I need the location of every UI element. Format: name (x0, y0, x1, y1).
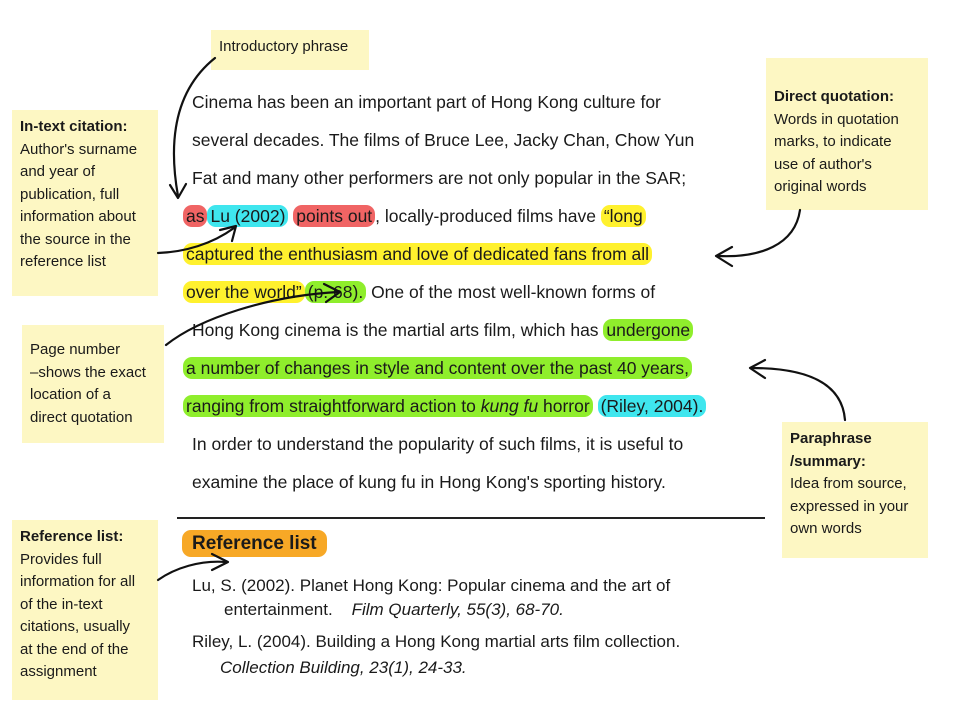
note-reflist-line: Provides full (20, 550, 102, 568)
arrow-paraphrase (752, 368, 845, 420)
note-page-line: –shows the exact (30, 363, 146, 381)
paraphrase-italic: kung fu (480, 396, 539, 416)
note-paraphrase-line: own words (790, 520, 862, 537)
passage-text: One of the most well-known forms of (366, 282, 656, 302)
note-direct-line: use of author's (774, 155, 872, 173)
arrow-page-number (166, 292, 338, 345)
paraphrase-text: ranging from straightforward action to (186, 396, 481, 416)
direct-quotation-highlight: captured the enthusiasm and love of dedicated fans from all (183, 243, 652, 265)
introductory-phrase-highlight: as (183, 205, 207, 227)
arrow-direct-quotation (718, 210, 800, 256)
note-intext-title: In-text citation: (20, 118, 128, 135)
note-intext-line: the source in the (20, 230, 131, 248)
note-reflist-title: Reference list: (20, 528, 124, 545)
note-reflist-line: information for all (20, 573, 136, 590)
passage-line: Cinema has been an important part of Hong Kong culture for (192, 92, 661, 112)
direct-quotation-highlight: “long (601, 205, 646, 227)
passage-line: In order to understand the popularity of such films, it is useful to (192, 434, 684, 454)
passage-line: several decades. The films of Bruce Lee, Jacky Chan, Chow Yun (192, 130, 695, 150)
reference-entry-source: Film Quarterly, 55(3), 68-70. (351, 600, 564, 619)
note-page-line: location of a (30, 386, 111, 403)
note-intext-line: publication, full (20, 185, 120, 203)
passage-text: Hong Kong cinema is the martial arts film, which has (192, 320, 604, 340)
note-direct-line: Words in quotation (774, 110, 899, 128)
note-paraphrase-title: Paraphrase (790, 430, 872, 447)
note-reflist-line: at the end of the (20, 640, 129, 658)
passage-text: , locally-produced films have (375, 206, 601, 226)
arrow-intro (174, 58, 215, 196)
note-intro-text: Introductory phrase (219, 38, 349, 55)
note-direct-line: original words (774, 178, 867, 195)
note-direct-line: marks, to indicate (774, 133, 892, 150)
passage-line: examine the place of kung fu in Hong Kong's sporting history. (192, 472, 666, 492)
reference-entry-source: Collection Building, 23(1), 24-33. (220, 658, 467, 677)
direct-quotation-highlight: over the world” (183, 281, 305, 303)
note-intext-line: reference list (20, 253, 106, 270)
in-text-citation-highlight: (Riley, 2004). (598, 395, 707, 417)
paraphrase-highlight: a number of changes in style and content over the past 40 years, (183, 357, 692, 379)
paraphrase-highlight: undergone (603, 319, 693, 341)
reference-entry-line: Lu, S. (2002). Planet Hong Kong: Popular cinema and the art of (192, 576, 671, 595)
note-page-line: Page number (30, 341, 121, 358)
reference-list-heading-text: Reference list (182, 530, 327, 557)
note-intext-line: information about (20, 208, 136, 225)
arrow-in-text-citation (158, 228, 234, 253)
page-number-highlight: (p. 68). (305, 281, 366, 303)
in-text-citation-highlight: Lu (2002) (207, 205, 288, 227)
note-reflist-line: citations, usually (20, 618, 131, 635)
note-paraphrase-line: Idea from source, (790, 475, 907, 492)
note-reflist-line: of the in-text (20, 595, 103, 613)
note-page-line: direct quotation (30, 408, 133, 426)
passage-line: Fat and many other performers are not only popular in the SAR; (192, 168, 687, 188)
reference-entry-line: Riley, L. (2004). Building a Hong Kong martial arts film collection. (192, 632, 681, 651)
paraphrase-text: horror (538, 396, 590, 416)
reference-entry-text: entertainment. (224, 600, 333, 619)
note-paraphrase-title2: /summary: (790, 452, 866, 470)
note-intext-line: Author's surname (20, 140, 138, 158)
note-intext-line: and year of (20, 163, 96, 180)
arrow-reference-list (158, 562, 226, 580)
note-paraphrase-line: expressed in your (790, 497, 909, 515)
introductory-verb-highlight: points out (293, 205, 375, 227)
note-reflist-line: assignment (20, 663, 97, 680)
note-direct-title: Direct quotation: (774, 88, 894, 105)
